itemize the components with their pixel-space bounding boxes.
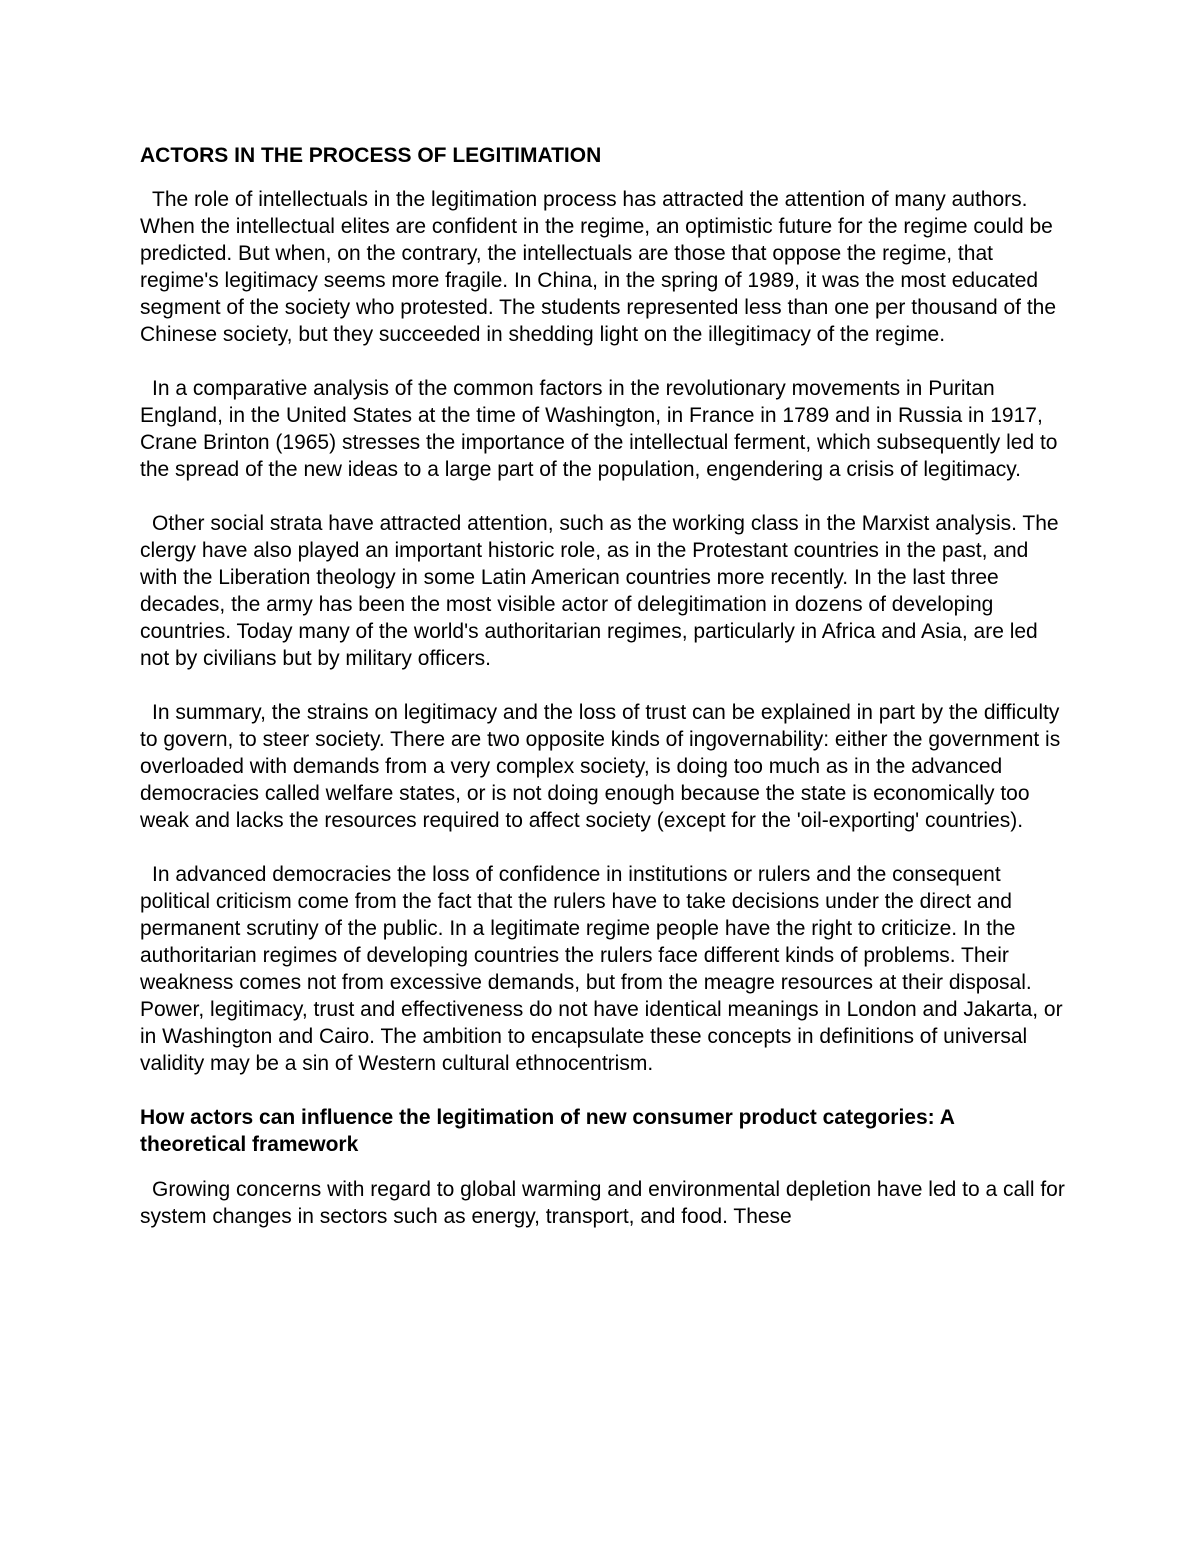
section-subheading: How actors can influence the legitimation of new consumer product categories: A theoretical framework [140,1106,955,1156]
paragraph-social-strata: Other social strata have attracted attention, such as the working class in the Marxist analysis. The clergy have also played an important historic role, as in the Protestant countries in the past, and with the Liberation theology in some Latin American countries more recently. In the last three decades, the army has been the most visible actor of delegitimation in dozens of developing countries. Today many of the world's authoritarian regimes, particularly in Africa and Asia, are led not by civilians but by military officers. [140,512,1059,670]
paragraph-summary: In summary, the strains on legitimacy and the loss of trust can be explained in part by the difficulty to govern, to steer society. There are two opposite kinds of ingovernability: either the government is overloaded with demands from a very complex society, is doing too much as in the advanced democracies called welfare states, or is not doing enough because the state is economically too weak and lacks the resources required to affect society (except for the 'oil-exporting' countries). [140,701,1061,832]
document-page [140,142,1065,1230]
paragraph-growing-concerns: Growing concerns with regard to global warming and environmental depletion have led to a call for system changes in sectors such as energy, transport, and food. These [140,1178,1065,1228]
paragraph-advanced-democracies: In advanced democracies the loss of confidence in institutions or rulers and the consequent political criticism come from the fact that the rulers have to take decisions under the direct and permanent scrutiny of the public. In a legitimate regime people have the right to criticize. In the authoritarian regimes of developing countries the rulers face different kinds of problems. Their weakness comes not from excessive demands, but from the meagre resources at their disposal. Power, legitimacy, trust and effectiveness do not have identical meanings in London and Jakarta, or in Washington and Cairo. The ambition to encapsulate these concepts in definitions of universal validity may be a sin of Western cultural ethnocentrism. [140,863,1063,1075]
document-title: ACTORS IN THE PROCESS OF LEGITIMATION [140,144,602,167]
paragraph-comparative-analysis: In a comparative analysis of the common factors in the revolutionary movements in Puritan England, in the United States at the time of Washington, in France in 1789 and in Russia in 1917, Crane Brinton (1965) stresses the importance of the intellectual ferment, which subsequently led to the spread of the new ideas to a large part of the population, engendering a crisis of legitimacy. [140,377,1058,481]
paragraph-intellectuals: The role of intellectuals in the legitimation process has attracted the attention of many authors. When the intellectual elites are confident in the regime, an optimistic future for the regime could be predicted. But when, on the contrary, the intellectuals are those that oppose the regime, that regime's legitimacy seems more fragile. In China, in the spring of 1989, it was the most educated segment of the society who protested. The students represented less than one per thousand of the Chinese society, but they succeeded in shedding light on the illegitimacy of the regime. [140,188,1057,346]
